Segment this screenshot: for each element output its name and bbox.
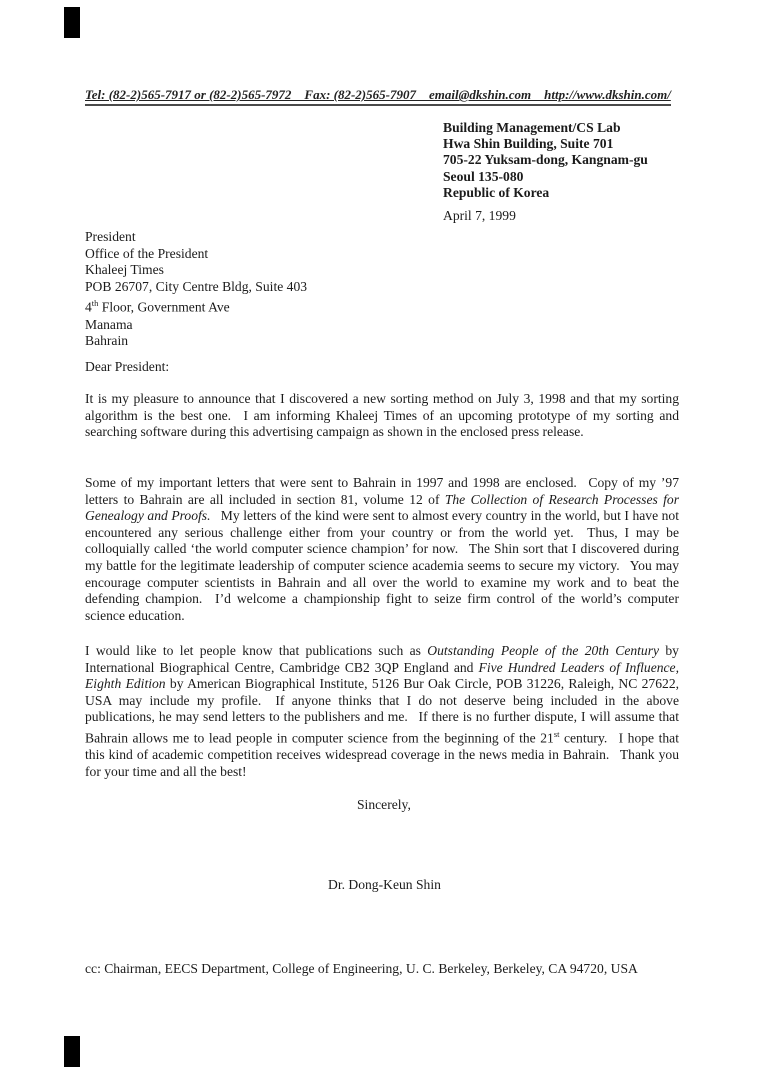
text-run: Office of the President: [85, 245, 209, 261]
paragraph-announcement: [85, 391, 679, 441]
text-run: It is my pleasure to announce that I discovered a new sorting method on July 3, 1998 and that my sorting algorithm is the best one. I am informing Khaleej Times of an upcoming prototype of my sorting and searching software during this advertising campaign as shown in the enclosed press release.: [85, 391, 679, 440]
address-line: [85, 279, 307, 296]
address-line: [85, 262, 307, 279]
text-run: Floor, Government Ave: [98, 299, 230, 315]
address-line: Building Management/CS Lab: [443, 120, 621, 135]
address-line: [85, 333, 307, 350]
salutation: Dear President:: [85, 359, 170, 374]
text-run: 4: [85, 299, 92, 315]
text-run: Some of my important letters that were sent to Bahrain in 1997 and 1998 are enclosed. Copy of my ’97 letters to Bahrain are all included in section 81, volume 12 of: [85, 475, 679, 507]
text-run: Manama: [85, 316, 133, 332]
closing-line: Sincerely,: [357, 797, 411, 812]
text-run: th: [91, 298, 99, 309]
text-run: Bahrain: [85, 333, 129, 349]
address-line: Republic of Korea: [443, 184, 550, 200]
text-run: My letters of the kind were sent to almost every country in the world, but I have not encountered any serious challenge either from your country or from the world yet. Thus, I may be colloquially called ‘the world computer science champion’ for now. The Shin sort that I discovered during my battle for the legitimate leadership of computer science academia seems to secure my victory. You may encourage computer scientists in Bahrain and all over the world to examine my work and to beat the defending champion. I’d welcome a championship fight to seize firm control of the world’s computer science education.: [85, 508, 680, 623]
date-line: April 7, 1999: [443, 208, 516, 223]
address-line: [85, 246, 307, 263]
contact-header: [85, 87, 671, 106]
address-line: [85, 229, 307, 246]
address-line: [85, 317, 307, 334]
text-run: by International Biographical Centre, Cambridge CB2 3QP England and: [85, 643, 679, 675]
address-line: Seoul 135-080: [443, 168, 524, 184]
text-run: I would like to let people know that publications such as: [85, 643, 428, 658]
text-run: The Collection of Research Processes for Genealogy and Proofs.: [85, 491, 679, 524]
cc-line: cc: Chairman, EECS Department, College of Engineering, U. C. Berkeley, Berkeley, CA 94720, USA: [85, 961, 638, 976]
address-line: Hwa Shin Building, Suite 701: [443, 136, 614, 152]
text-run: Five Hundred Leaders of Influence, Eighth Edition: [85, 659, 679, 692]
scan-artifact-top: [64, 7, 80, 38]
scan-artifact-bottom: [64, 1036, 80, 1067]
signature-name: Dr. Dong-Keun Shin: [328, 877, 441, 892]
text-run: century. I hope that this kind of academic competition receives widespread coverage in the news media in Bahrain. Thank you for your time and all the best!: [85, 730, 679, 779]
text-run: Khaleej Times: [85, 262, 164, 278]
text-run: by American Biographical Institute, 5126 Bur Oak Circle, POB 31226, Raleigh, NC 27622, USA may include my profile. If anyone thinks that I do not deserve being included in the above publications, he may send letters to the publishers and me. If there is no further dispute, I will assume that Bahrain allows me to lead people in computer science from the beginning of the 21: [85, 676, 680, 746]
text-run: Outstanding People of the 20th Century: [427, 643, 660, 658]
address-line: [85, 295, 307, 316]
sender-address-block: [443, 120, 648, 201]
text-run: President: [85, 229, 136, 244]
text-run: POB 26707, City Centre Bldg, Suite 403: [85, 278, 308, 294]
paragraph-letters-champion: [85, 475, 679, 624]
recipient-address-block: [85, 229, 307, 350]
contact-header-text: Tel: (82-2)565-7917 or (82-2)565-7972 Fax: (82-2)565-7907 email@dkshin.com http://www.dkshin.com/: [85, 87, 671, 102]
text-run: st: [553, 728, 560, 739]
address-line: 705-22 Yuksam-dong, Kangnam-gu: [443, 152, 648, 168]
paragraph-publications: [85, 643, 679, 780]
